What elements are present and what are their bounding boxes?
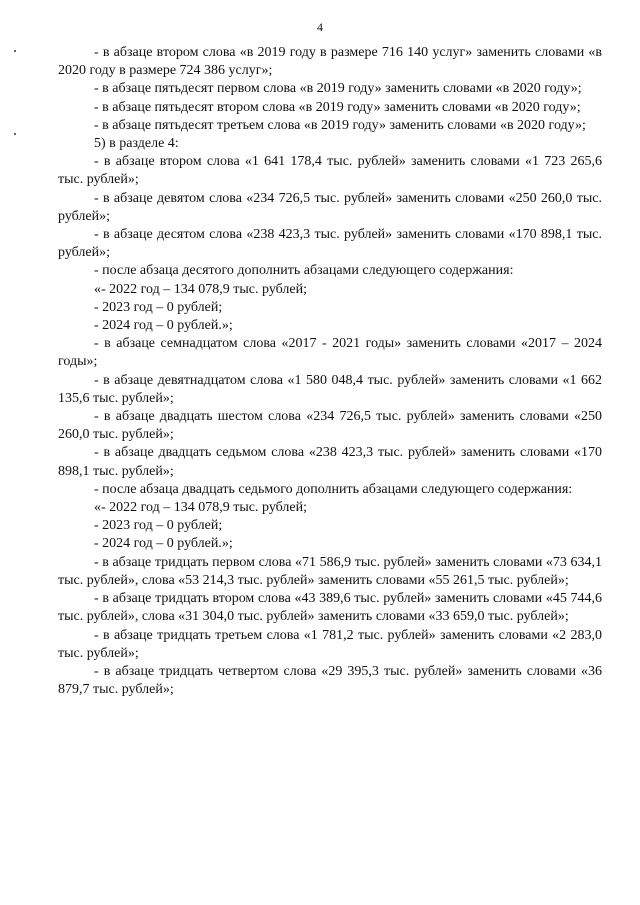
section-heading: 5) в разделе 4: [94,136,179,152]
paragraph: - в абзаце тридцать четвертом слова «29 395,3 тыс. рублей» заменить словами «36 879,7 тыс. рублей»; [58,663,602,698]
paragraph: - в абзаце втором слова «в 2019 году в размере 716 140 услуг» заменить словами «в 2020 году в размере 724 386 услуг»; [58,45,602,79]
scan-speck [14,133,16,135]
paragraph: «- 2022 год – 134 078,9 тыс. рублей; [94,500,308,516]
paragraph: - 2024 год – 0 рублей.»; [94,536,233,552]
document-body [58,44,602,699]
paragraph: - после абзаца десятого дополнить абзацами следующего содержания: [94,263,514,279]
paragraph: - 2024 год – 0 рублей.»; [94,318,233,334]
page-number: 4 [317,20,323,34]
paragraph: - в абзаце семнадцатом слова «2017 - 2021 годы» заменить словами «2017 – 2024 годы»; [58,336,602,370]
paragraph: - в абзаце пятьдесят первом слова «в 2019 году» заменить словами «в 2020 году»; [94,81,582,97]
paragraph: - в абзаце девятом слова «234 726,5 тыс. рублей» заменить словами «250 260,0 тыс. рублей»; [58,190,602,224]
paragraph: - в абзаце девятнадцатом слова «1 580 048,4 тыс. рублей» заменить словами «1 662 135,6 тыс. рублей»; [58,372,602,406]
paragraph: - в абзаце пятьдесят втором слова «в 2019 году» заменить словами «в 2020 году»; [94,99,581,115]
scan-speck [14,50,16,52]
paragraph: - в абзаце двадцать седьмом слова «238 423,3 тыс. рублей» заменить словами «170 898,1 тыс. рублей»; [58,445,602,479]
paragraph: «- 2022 год – 134 078,9 тыс. рублей; [94,281,308,297]
paragraph: - в абзаце десятом слова «238 423,3 тыс. рублей» заменить словами «170 898,1 тыс. рублей»; [58,227,602,261]
paragraph: - 2023 год – 0 рублей; [94,518,223,534]
paragraph: - 2023 год – 0 рублей; [94,299,223,315]
paragraph: - после абзаца двадцать седьмого дополнить абзацами следующего содержания: [94,481,573,497]
paragraph: - в абзаце тридцать первом слова «71 586,9 тыс. рублей» заменить словами «73 634,1 тыс. рублей», слова «53 214,3 тыс. рублей» заменить словами «55 261,5 тыс. рублей»; [58,554,602,588]
paragraph: - в абзаце пятьдесят третьем слова «в 2019 году» заменить словами «в 2020 году»; [94,117,586,133]
paragraph: - в абзаце двадцать шестом слова «234 726,5 тыс. рублей» заменить словами «250 260,0 тыс. рублей»; [58,409,602,443]
paragraph: - в абзаце тридцать втором слова «43 389,6 тыс. рублей» заменить словами «45 744,6 тыс. рублей», слова «31 304,0 тыс. рублей» заменить словами «33 659,0 тыс. рублей»; [58,591,602,625]
paragraph: - в абзаце тридцать третьем слова «1 781,2 тыс. рублей» заменить словами «2 283,0 тыс. рублей»; [58,627,602,661]
paragraph: - в абзаце втором слова «1 641 178,4 тыс. рублей» заменить словами «1 723 265,6 тыс. рублей»; [58,154,602,188]
